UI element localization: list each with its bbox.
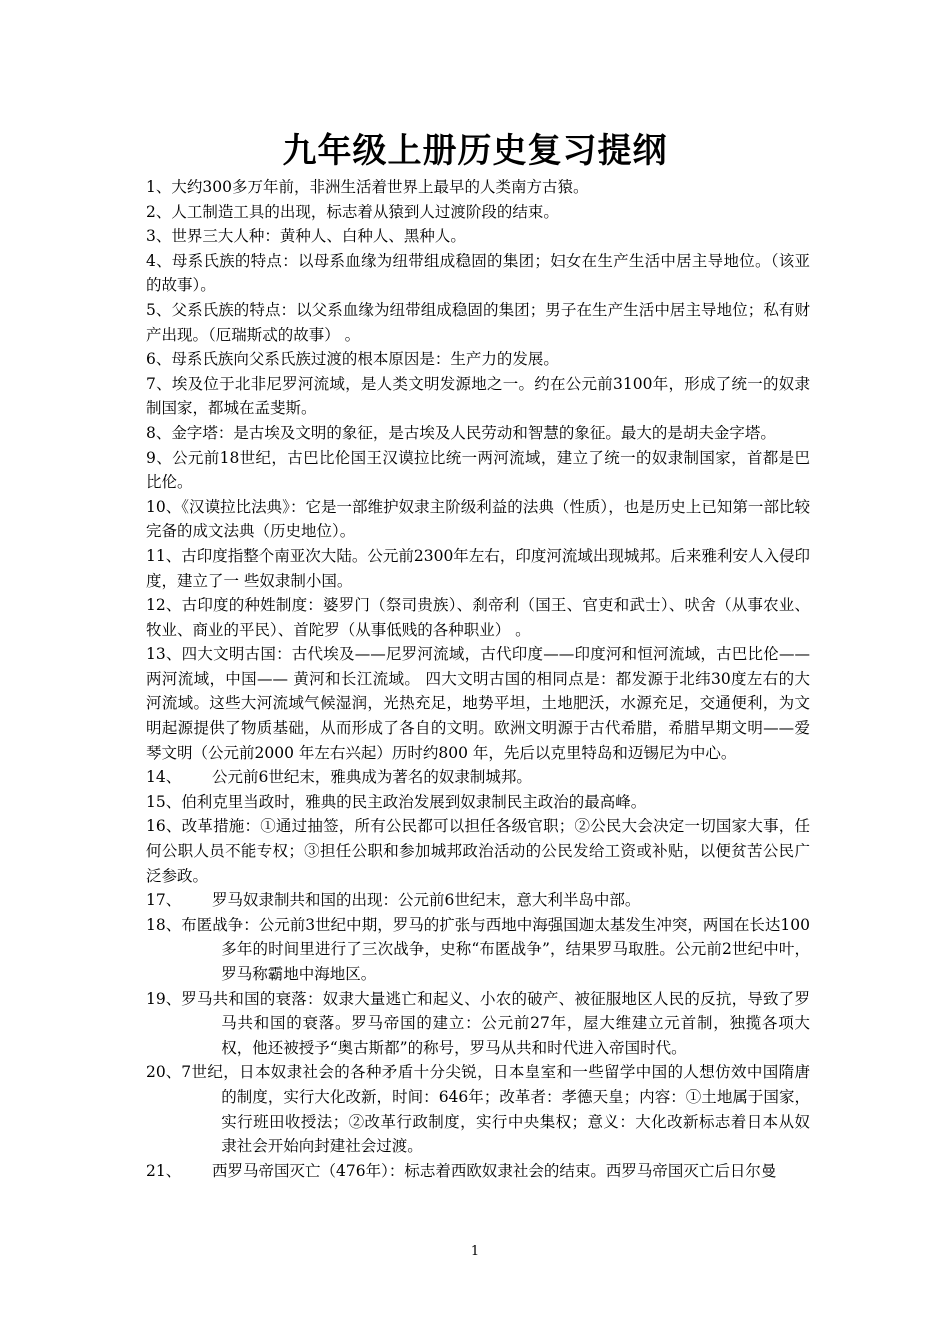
item-number: 18、 — [146, 915, 182, 934]
list-item: 6、母系氏族向父系氏族过渡的根本原因是：生产力的发展。 — [146, 350, 559, 369]
item-number: 17、 — [146, 891, 182, 910]
item-text: 西罗马帝国灭亡（476年）：标志着西欧奴隶社会的结束。西罗马帝国灭亡后日尔曼 — [212, 1161, 777, 1180]
item-text: 公元前6世纪末，雅典成为著名的奴隶制城邦。 — [212, 768, 532, 787]
list-item: 12、古印度的种姓制度：婆罗门（祭司贵族）、刹帝利（国王、官吏和武士）、吠舍（从事农业、牧业、商业的平民）、首陀罗（从事低贱的各种职业） 。 — [146, 596, 810, 639]
item-number: 14、 — [146, 768, 182, 787]
item-text: 罗马共和国的衰落：奴隶大量逃亡和起义、小农的破产、被征服地区人民的反抗，导致了罗马共和国的衰落。罗马帝国的建立：公元前27年，屋大维建立元首制，独揽各项大权，他还被授予“奥古斯都”的称号，罗马从共和时代进入帝国时代。 — [181, 989, 810, 1057]
list-item: 2、人工制造工具的出现，标志着从猿到人过渡阶段的结束。 — [146, 202, 559, 221]
list-item: 15、伯利克里当政时，雅典的民主政治发展到奴隶制民主政治的最高峰。 — [146, 792, 647, 811]
item-number: 20、 — [146, 1063, 182, 1082]
list-item — [146, 1159, 810, 1184]
list-item: 4、母系氏族的特点：以母系血缘为纽带组成稳固的集团；妇女在生产生活中居主导地位。（该亚的故事）。 — [146, 251, 810, 295]
list-item — [146, 888, 810, 913]
list-item: 5、父系氏族的特点：以父系血缘为纽带组成稳固的集团；男子在生产生活中居主导地位；私有财产出现。（厄瑞斯忒的故事） 。 — [146, 300, 810, 344]
list-item: 11、古印度指整个南亚次大陆。公元前2300年左右，印度河流域出现城邦。后来雅利安人入侵印度，建立了一 些奴隶制小国。 — [146, 546, 810, 590]
list-item — [146, 913, 810, 987]
list-item — [146, 987, 810, 1061]
list-item — [146, 765, 810, 790]
item-text: 7世纪，日本奴隶社会的各种矛盾十分尖锐，日本皇室和一些留学中国的人想仿效中国隋唐的制度，实行大化改新，时间：646年；改革者：孝德天皇；内容：①土地属于国家，实行班田收授法；②改革行政制度，实行中央集权；意义：大化改新标志着日本从奴隶社会开始向封建社会过渡。 — [181, 1063, 810, 1156]
page-number: 1 — [470, 1244, 480, 1259]
list-item — [146, 1060, 810, 1158]
page-title: 九年级上册历史复习提纲 — [282, 131, 668, 171]
item-text: 罗马奴隶制共和国的出现：公元前6世纪末，意大利半岛中部。 — [212, 891, 641, 910]
list-item: 3、世界三大人种：黄种人、白种人、黑种人。 — [146, 227, 466, 246]
list-item: 1、大约300多万年前，非洲生活着世界上最早的人类南方古猿。 — [146, 178, 589, 196]
list-item: 9、公元前18世纪，古巴比伦国王汉谟拉比统一两河流域，建立了统一的奴隶制国家，首都是巴比伦。 — [146, 448, 810, 492]
list-item: 7、埃及位于北非尼罗河流域，是人类文明发源地之一。约在公元前3100年，形成了统一的奴隶制国家，都城在孟斐斯。 — [146, 374, 810, 418]
list-item: 8、金字塔：是古埃及文明的象征，是古埃及人民劳动和智慧的象征。最大的是胡夫金字塔。 — [146, 423, 776, 442]
list-item: 10、《汉谟拉比法典》：它是一部维护奴隶主阶级利益的法典（性质），也是历史上已知第一部比较完备的成文法典（历史地位）。 — [146, 497, 810, 541]
outline-body — [146, 175, 810, 1183]
list-item: 13、四大文明古国：古代埃及——尼罗河流域，古代印度——印度河和恒河流域，古巴比伦——两河流域，中国—— 黄河和长江流域。 四大文明古国的相同点是：都发源于北纬30度左右的大河流域。这些大河流域气候湿润，光热充足，地势平坦，土地肥沃，水源充足，交通便利，为文明起源提供了物质基础，从而形成了各自的文明。欧洲文明源于古代希腊，希腊早期文明——爱琴文明（公元前2000 年左右兴起）历时约800 年，先后以克里特岛和迈锡尼为中心。 — [146, 645, 810, 762]
item-text: 布匿战争：公元前3世纪中期，罗马的扩张与西地中海强国迦太基发生冲突，两国在长达100多年的时间里进行了三次战争，史称“布匿战争”，结果罗马取胜。公元前2世纪中叶，罗马称霸地中海地区。 — [181, 915, 810, 983]
list-item: 16、改革措施：①通过抽签，所有公民都可以担任各级官职；②公民大会决定一切国家大事，任何公职人员不能专权；③担任公职和参加城邦政治活动的公民发给工资或补贴，以便贫苦公民广泛参政。 — [146, 817, 810, 885]
item-number: 21、 — [146, 1161, 182, 1180]
item-number: 19、 — [146, 989, 182, 1008]
